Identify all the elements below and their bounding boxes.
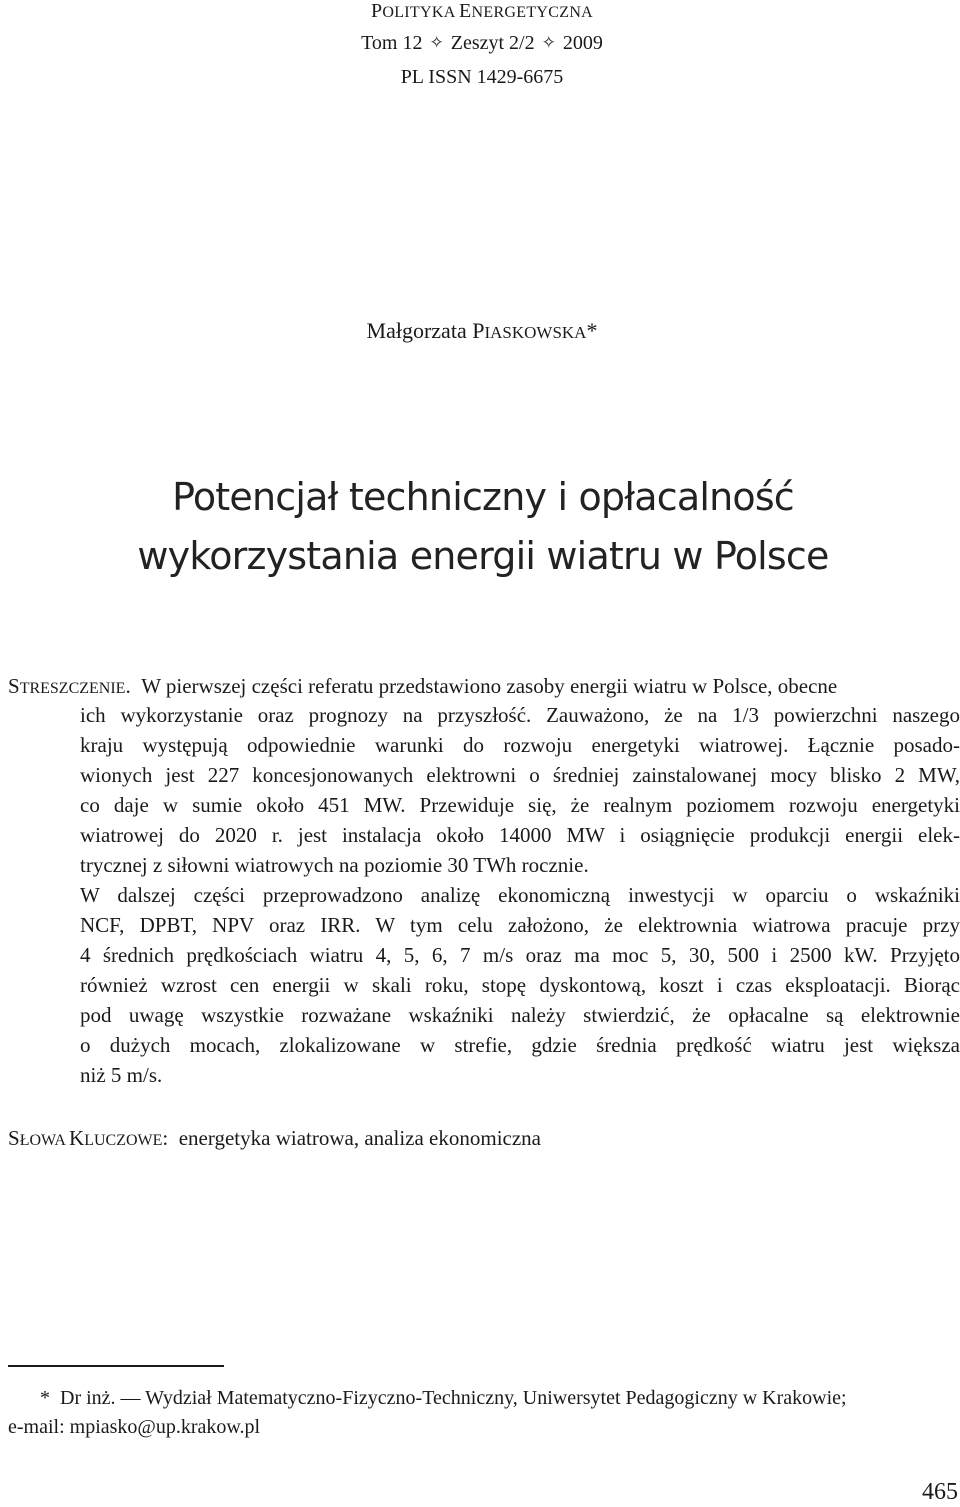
abstract-first-line [8, 672, 960, 703]
journal-issn: PL ISSN 1429-6675 [400, 66, 564, 88]
abstract-line: niż 5 m/s. [80, 1063, 163, 1087]
abstract-line: również wzrost cen energii w skali roku, stopę dyskontową, koszt i czas eksploatacji. Biorąc [80, 973, 960, 997]
abstract-line: wionych jest 227 koncesjonowanych elektrowni o średniej zainstalowanej mocy blisko 2 MW, [80, 763, 960, 787]
footnote-affiliation: * Dr inż. — Wydział Matematyczno-Fizyczno-Techniczny, Uniwersytet Pedagogiczny w Krakowie; [40, 1387, 847, 1409]
abstract-line: pod uwagę wszystkie rozważane wskaźniki należy stwierdzić, że opłacalne są elektrownie [80, 1003, 960, 1027]
abstract-label: STRESZCZENIE. [8, 674, 131, 698]
abstract-line: trycznej z siłowni wiatrowych na poziomie 30 TWh rocznie. [80, 853, 589, 877]
abstract-line: wiatrowej do 2020 r. jest instalacja około 14000 MW i osiągnięcie produkcji energii elek- [80, 823, 960, 847]
abstract-line: W dalszej części przeprowadzono analizę ekonomiczną inwestycji w oparciu o wskaźniki [80, 883, 960, 907]
abstract-line: co daje w sumie około 451 MW. Przewiduje się, że realnym poziomem rozwoju energetyki [80, 793, 960, 817]
title-line-2: wykorzystania energii wiatru w Polsce [137, 534, 829, 578]
abstract-line: W pierwszej części referatu przedstawiono zasoby energii wiatru w Polsce, obecne [141, 674, 838, 698]
abstract-line: ich wykorzystanie oraz prognozy na przyszłość. Zauważono, że na 1/3 powierzchni naszego [80, 703, 960, 727]
author-footnote-marker: * [586, 318, 598, 343]
footnote-divider [8, 1365, 224, 1367]
footnote-email: e-mail: mpiasko@up.krakow.pl [8, 1416, 261, 1438]
abstract-line: NCF, DPBT, NPV oraz IRR. W tym celu założono, że elektrownia wiatrowa pracuje przy [80, 913, 960, 937]
journal-volume-line [0, 31, 960, 56]
abstract-line: o dużych mocach, zlokalizowane w strefie, gdzie średnia prędkość wiatru jest większa [80, 1033, 960, 1057]
separator-icon: ✧ [429, 33, 444, 52]
footnote-marker: * [40, 1387, 50, 1409]
separator-icon: ✧ [541, 33, 556, 52]
volume: Tom 12 [361, 32, 423, 54]
journal-name: POLITYKA ENERGETYCZNA [370, 0, 594, 22]
title-line-1: Potencjał techniczny i opłacalność [172, 475, 794, 519]
abstract-line: kraju występują odpowiednie warunki do rozwoju energetyki wiatrowej. Łącznie posado- [80, 733, 960, 757]
paper-title [0, 468, 960, 586]
keywords [8, 1124, 960, 1155]
keywords-value: energetyka wiatrowa, analiza ekonomiczna [178, 1126, 542, 1150]
abstract-line: 4 średnich prędkościach wiatru 4, 5, 6, 7 m/s oraz ma moc 5, 30, 500 i 2500 kW. Przyjęto [80, 943, 960, 967]
page-number: 465 [922, 1479, 958, 1505]
year: 2009 [562, 32, 603, 54]
keywords-label: SŁOWA KLUCZOWE: [8, 1126, 169, 1150]
author-name: Małgorzata PIASKOWSKA* [366, 318, 598, 343]
issue: Zeszyt 2/2 [450, 32, 535, 54]
